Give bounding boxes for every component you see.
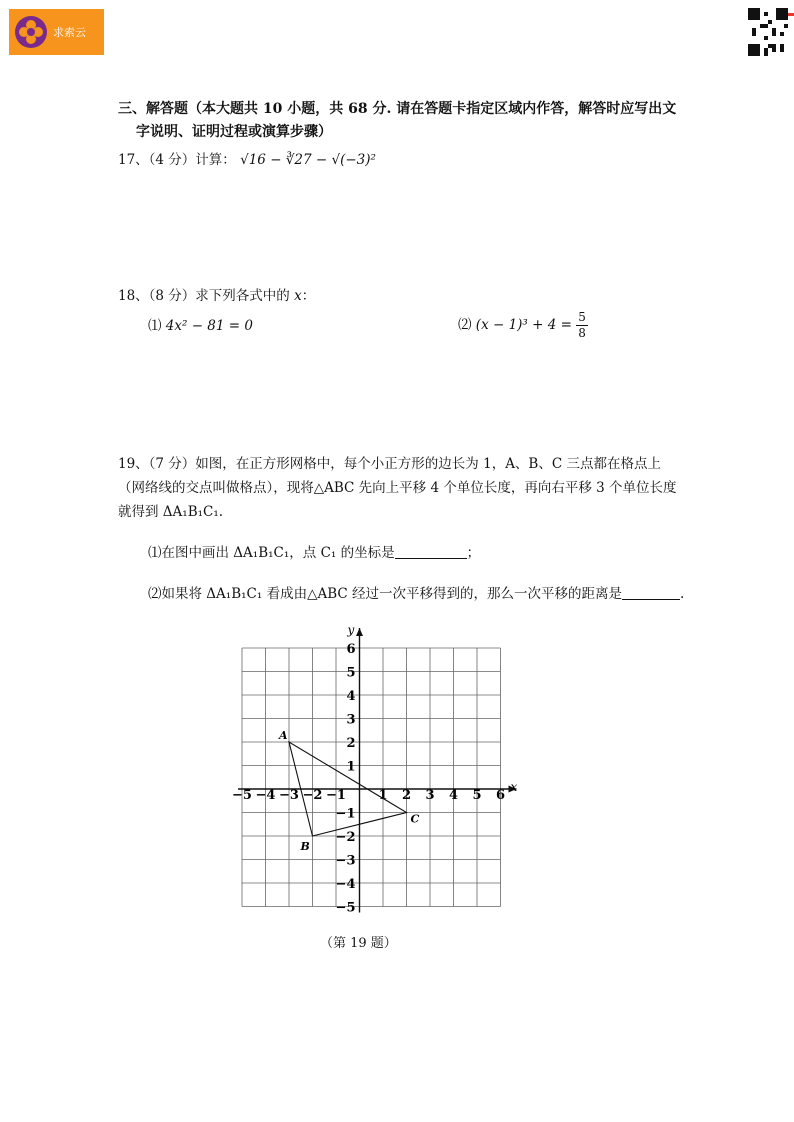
q18-part2-denominator: 8 — [578, 326, 586, 340]
coordinate-grid-figure — [226, 618, 526, 928]
y-tick-label: 6 — [346, 642, 356, 657]
q18-part2-numerator: 5 — [578, 310, 586, 324]
q18-part1-label: ⑴ — [148, 318, 162, 334]
x-tick-label: 3 — [425, 788, 435, 803]
y-tick-label: 2 — [346, 736, 356, 751]
qr-code-icon — [748, 8, 788, 56]
q19-part1-end: ； — [466, 545, 481, 561]
x-tick-label: 6 — [495, 788, 506, 803]
q19-part1-text: ⑴在图中画出 ΔA₁B₁C₁，点 C₁ 的坐标是 — [148, 545, 395, 561]
point-label-a: A — [279, 729, 288, 742]
q18-part1-expr: 4x² − 81 = 0 — [165, 318, 253, 334]
q18-part2-label: ⑵ — [458, 317, 472, 333]
question-19-part-2 — [148, 584, 684, 604]
q19-part2-end: . — [680, 586, 685, 602]
question-18-part-1 — [148, 316, 253, 336]
x-tick-label: −5 — [232, 788, 252, 803]
q17-expr-b: ∛27 — [285, 152, 312, 168]
point-label-c: C — [410, 812, 420, 826]
y-tick-label: −2 — [335, 830, 356, 845]
q18-part2-expr: (x − 1)³ + 4 = — [475, 317, 577, 333]
y-tick-label: −4 — [335, 877, 356, 892]
x-tick-label: 1 — [378, 788, 388, 803]
q18-prefix: 18、（8 分）求下列各式中的 — [118, 288, 295, 304]
section-heading-line1: 三、解答题（本大题共 10 小题，共 68 分. 请在答题卡指定区域内作答，解答时应写出文 — [118, 101, 677, 117]
x-tick-label: 2 — [401, 788, 412, 803]
brand-logo — [9, 9, 104, 55]
q18-part2-fraction — [576, 310, 588, 341]
q18-var: x — [294, 288, 302, 304]
y-axis-label: y — [347, 623, 355, 637]
q17-minus-1: − — [270, 152, 286, 168]
q18-suffix: ： — [301, 288, 316, 304]
question-17 — [118, 150, 376, 170]
y-tick-label: 1 — [346, 759, 356, 775]
q19-part2-text: ⑵如果将 ΔA₁B₁C₁ 看成由△ABC 经过一次平移得到的，那么一次平移的距离是 — [148, 586, 622, 602]
figure-caption: （第 19 题） — [320, 936, 397, 951]
q17-expr-a: √16 — [240, 152, 266, 168]
x-tick-label: −1 — [326, 788, 346, 803]
q17-expr-c: √(−3)² — [331, 152, 376, 168]
qr-caption-bar — [748, 2, 794, 7]
x-tick-label: −4 — [255, 788, 276, 803]
section-heading-line2: 字说明、证明过程或演算步骤） — [136, 124, 332, 140]
y-tick-label: 5 — [346, 665, 356, 681]
y-tick-label: −3 — [335, 853, 356, 869]
point-label-b: B — [300, 840, 310, 853]
x-tick-label: −2 — [302, 788, 323, 803]
question-19-part-1 — [148, 543, 480, 563]
clover-icon — [15, 16, 47, 48]
logo-text: 求索云 — [53, 26, 86, 39]
y-axis-arrow-icon — [356, 628, 363, 636]
question-19-text: 19、（7 分）如图，在正方形网格中，每个小正方形的边长为 1，A、B、C 三点都在格点上（网络线的交点叫做格点），现将△ABC 先向上平移 4 个单位长度，再向右平移 3 个单位长度就得到 ΔA₁B₁C₁. — [118, 456, 677, 520]
y-tick-label: −1 — [335, 806, 356, 822]
q17-minus-2: − — [315, 152, 332, 168]
question-18 — [118, 286, 315, 306]
y-tick-label: 3 — [346, 712, 356, 728]
q17-prefix: 17、（4 分）计算： — [118, 152, 236, 168]
x-tick-label: −3 — [279, 788, 299, 803]
q19-part2-answer-blank[interactable] — [622, 585, 680, 600]
x-tick-label: 4 — [448, 788, 459, 803]
y-tick-label: 4 — [346, 689, 356, 704]
x-axis-label: x — [510, 780, 518, 794]
section-heading — [118, 98, 684, 144]
x-tick-label: 5 — [472, 788, 482, 803]
question-18-part-2 — [458, 310, 588, 341]
q19-part1-answer-blank[interactable] — [395, 544, 467, 559]
y-tick-label: −5 — [335, 900, 356, 916]
